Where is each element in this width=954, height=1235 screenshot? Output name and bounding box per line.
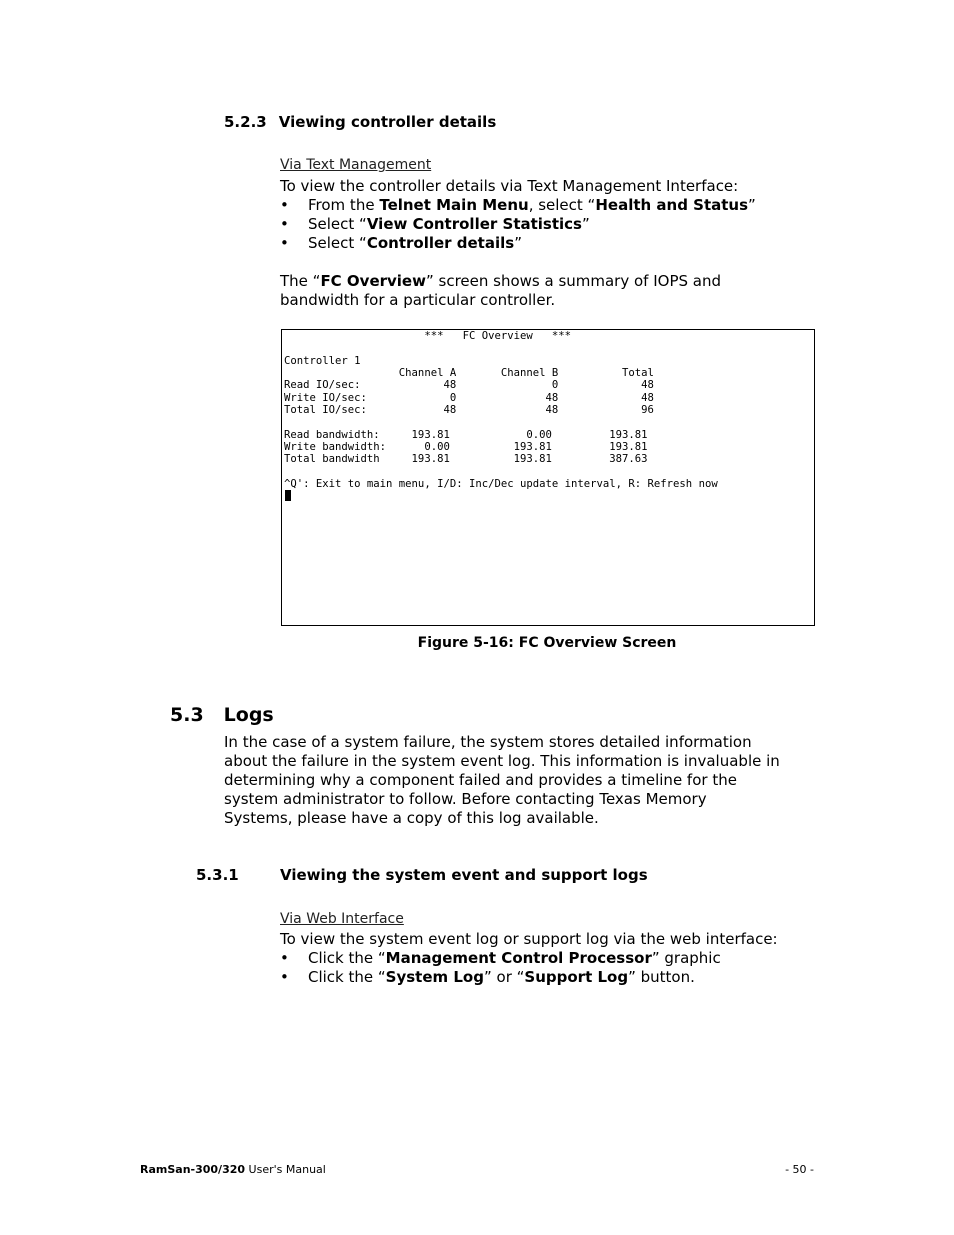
terminal-line: Channel A Channel B Total — [284, 367, 654, 380]
footer-title — [140, 1163, 326, 1176]
via-text-management-label: Via Text Management — [280, 157, 432, 173]
section-number: 5.3.1 — [196, 866, 239, 884]
section-number: 5.2.3 — [224, 113, 267, 131]
terminal-line: Controller 1 — [284, 354, 361, 367]
section-53-heading — [170, 704, 274, 726]
section-number: 5.3 — [170, 704, 204, 726]
terminal-line: Write IO/sec: 0 48 48 — [284, 391, 654, 404]
bullet-list — [280, 196, 756, 253]
product-name: RamSan-300/320 — [140, 1163, 246, 1176]
list-item: • Click the “System Log” or “Support Log” button. — [280, 968, 721, 987]
page-number: - 50 - — [785, 1163, 814, 1176]
description-paragraph: The “FC Overview” screen shows a summary of IOPS and bandwidth for a particular controller. — [280, 272, 722, 309]
section-title: Viewing controller details — [278, 113, 497, 131]
fc-overview-terminal — [281, 329, 815, 626]
via-web-interface-label: Via Web Interface — [280, 911, 404, 927]
terminal-text — [284, 330, 718, 490]
manual-label: User's Manual — [245, 1163, 326, 1176]
section-523-heading — [224, 113, 496, 131]
intro-text: To view the system event log or support log via the web interface: — [280, 930, 778, 948]
section-531-heading — [196, 866, 648, 884]
figure-caption: Figure 5-16: FC Overview Screen — [417, 635, 677, 651]
terminal-line: Read IO/sec: 48 0 48 — [284, 379, 654, 392]
terminal-cursor — [285, 490, 291, 501]
list-item: • Select “View Controller Statistics” — [280, 215, 756, 234]
section-title: Viewing the system event and support logs — [280, 866, 648, 884]
bullet-list — [280, 949, 721, 987]
section-title: Logs — [223, 704, 274, 726]
list-item: • Click the “Management Control Processor” graphic — [280, 949, 721, 968]
terminal-line: Total IO/sec: 48 48 96 — [284, 404, 654, 417]
terminal-line: ^Q': Exit to main menu, I/D: Inc/Dec update interval, R: Refresh now — [284, 478, 718, 491]
list-item: • From the Telnet Main Menu, select “Health and Status” — [280, 196, 756, 215]
terminal-line: Read bandwidth: 193.81 0.00 193.81 — [284, 428, 648, 441]
list-item: • Select “Controller details” — [280, 234, 756, 253]
logs-paragraph: In the case of a system failure, the system stores detailed information about the failure in the system event log. This information is invaluable in determining why a component failed and provides a timeline for the system administrator to follow. Before contacting Texas Memory Systems, please have a copy of this log available. — [224, 733, 780, 827]
intro-text: To view the controller details via Text Management Interface: — [280, 177, 739, 195]
terminal-line: Write bandwidth: 0.00 193.81 193.81 — [284, 441, 648, 454]
terminal-line: Total bandwidth 193.81 193.81 387.63 — [284, 453, 648, 466]
terminal-line: *** FC Overview *** — [284, 330, 572, 342]
